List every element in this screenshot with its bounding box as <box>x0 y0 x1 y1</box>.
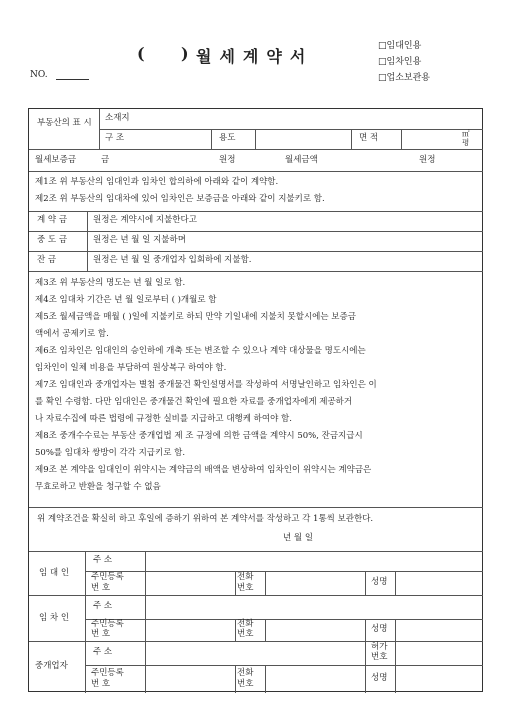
agent-label: 중개업자 <box>35 661 68 671</box>
clause-line: 제9조 본 계약을 임대인이 위약시는 계약금의 배액을 변상하여 임차인이 위약시는 계약금은 <box>35 465 372 475</box>
landlord-name-label: 성명 <box>371 577 388 587</box>
rule <box>29 641 483 642</box>
landlord-id-label-2: 번 호 <box>91 583 111 593</box>
agent-address-label: 주 소 <box>93 647 113 657</box>
rule <box>29 149 483 150</box>
use-label: 용도 <box>219 133 236 143</box>
agent-name-label: 성명 <box>371 673 388 683</box>
rule <box>235 619 236 641</box>
agent-license-label-1: 허가 <box>371 642 388 652</box>
rule <box>145 551 146 693</box>
agent-phone-label-2: 번호 <box>237 679 254 689</box>
rule <box>99 129 483 130</box>
contract-date: 년 월 일 <box>283 533 314 543</box>
structure-label: 구 조 <box>105 133 125 143</box>
rule <box>265 665 266 693</box>
rent-unit: 원정 <box>419 155 436 165</box>
property-label: 부동산의 표 시 <box>37 118 92 128</box>
tenant-id-label-1: 주민등록 <box>91 619 124 629</box>
payment-balance-label: 잔 금 <box>37 255 57 265</box>
deposit-prefix: 금 <box>101 155 110 165</box>
agent-phone-label-1: 전화 <box>237 668 254 678</box>
clause-line: 50%를 임대차 쌍방이 각각 지급키로 함. <box>35 448 186 458</box>
rule <box>365 641 366 665</box>
title-paren-open: ( <box>137 44 145 63</box>
agent-license-label-2: 번호 <box>371 652 388 662</box>
rule <box>235 571 236 595</box>
copy-tenant[interactable]: □임차인용 <box>378 57 422 67</box>
copy-checkboxes <box>378 38 430 86</box>
landlord-phone-label-1: 전화 <box>237 572 254 582</box>
payment-balance-text: 원정은 년 월 일 중개업자 입회하에 지불함. <box>93 255 252 265</box>
payment-contract-text: 원정은 계약시에 지불한다고 <box>93 215 197 225</box>
rule <box>85 551 86 693</box>
clause-line: 제6조 임차인은 임대인의 승인하에 개축 또는 변조할 수 있으나 계약 대상물을 명도시에는 <box>35 346 366 356</box>
rule <box>365 619 366 641</box>
tenant-phone-label-2: 번호 <box>237 629 254 639</box>
landlord-id-label-1: 주민등록 <box>91 572 124 582</box>
rule <box>29 271 483 272</box>
clause-line: 제4조 임대차 기간은 년 월 일로부터 ( )개월로 함 <box>35 295 217 305</box>
rule <box>99 109 100 149</box>
tenant-label: 임 차 인 <box>39 613 70 623</box>
document-number-label: NO. <box>30 70 48 80</box>
rule <box>29 595 483 596</box>
rule <box>29 231 483 232</box>
title-paren-close: ) <box>181 44 189 63</box>
rule <box>351 129 352 149</box>
payment-middle-label: 중 도 금 <box>37 235 68 245</box>
agent-id-label-2: 번 호 <box>91 679 111 689</box>
rule <box>87 211 88 271</box>
rule <box>29 211 483 212</box>
clause-line: 무효로하고 반환을 청구할 수 없음 <box>35 482 161 492</box>
rule <box>365 665 366 693</box>
clause-line: 제5조 월세금액을 매월 ( )일에 지불키로 하되 만약 기일내에 지불치 못할시에는 보증금 <box>35 312 356 322</box>
clause-line: 나 자료수집에 따른 법령에 규정한 실비를 지급하고 대행케 하여야 함. <box>35 414 292 424</box>
clause-line: 를 확인 수령함. 다만 임대인은 중개물건 확인에 필요한 자료를 중개업자에게 제공하거 <box>35 397 353 407</box>
rule <box>395 665 396 693</box>
agent-id-label-1: 주민등록 <box>91 668 124 678</box>
copy-landlord[interactable]: □임대인용 <box>378 41 422 51</box>
tenant-id-label-2: 번 호 <box>91 629 111 639</box>
clause-line: 제3조 위 부동산의 명도는 년 월 일로 함. <box>35 278 186 288</box>
rule <box>255 129 256 149</box>
rule <box>395 571 396 595</box>
tenant-phone-label-1: 전화 <box>237 619 254 629</box>
rule <box>235 665 236 693</box>
rule <box>29 251 483 252</box>
rule <box>265 571 266 595</box>
title-text: 월세계약서 <box>196 47 314 66</box>
location-label: 소재지 <box>105 113 130 123</box>
deposit-label: 월세보증금 <box>35 155 77 165</box>
rent-label: 월세금액 <box>285 155 318 165</box>
landlord-label: 임 대 인 <box>39 568 70 578</box>
rule <box>401 129 402 149</box>
rule <box>29 171 483 172</box>
rule <box>365 571 366 595</box>
rule <box>29 551 483 552</box>
tenant-name-label: 성명 <box>371 624 388 634</box>
copy-office[interactable]: □업소보관용 <box>378 73 430 83</box>
area-unit-pyeong: 평 <box>462 138 470 147</box>
rule <box>395 619 396 641</box>
tenant-address-label: 주 소 <box>93 601 113 611</box>
payment-contract-label: 계 약 금 <box>37 215 68 225</box>
deposit-unit: 원정 <box>219 155 236 165</box>
area-unit-sqm: ㎡ <box>462 129 470 138</box>
rule <box>395 641 396 665</box>
rule <box>29 507 483 508</box>
clause-2: 제2조 위 부동산의 임대차에 있어 임차인은 보증금을 아래와 같이 지불키로 함. <box>35 194 325 204</box>
rule <box>265 619 266 641</box>
clause-line: 임차인이 일체 비용을 부담하여 원상복구 하여야 함. <box>35 363 227 373</box>
document-number-line <box>56 79 89 80</box>
area-label: 면 적 <box>359 133 379 143</box>
closing-statement: 위 계약조건을 확실히 하고 후일에 증하기 위하여 본 계약서를 작성하고 각 1통씩 보관한다. <box>37 514 374 524</box>
clause-line: 액에서 공제키로 함. <box>35 329 109 339</box>
landlord-phone-label-2: 번호 <box>237 583 254 593</box>
clause-1: 제1조 위 부동산의 임대인과 임차인 합의하에 아래와 같이 계약함. <box>35 177 279 187</box>
rule <box>211 129 212 149</box>
contract-form <box>28 108 483 692</box>
payment-middle-text: 원정은 년 월 일 지불하며 <box>93 235 186 245</box>
clause-line: 제8조 중개수수료는 부동산 중개업법 제 조 규정에 의한 금액을 계약시 50%, 잔금지급시 <box>35 431 363 441</box>
clause-line: 제7조 임대인과 중개업자는 별첨 중개물건 확인설명서를 작성하여 서명날인하고 임차인은 이 <box>35 380 377 390</box>
landlord-address-label: 주 소 <box>93 555 113 565</box>
